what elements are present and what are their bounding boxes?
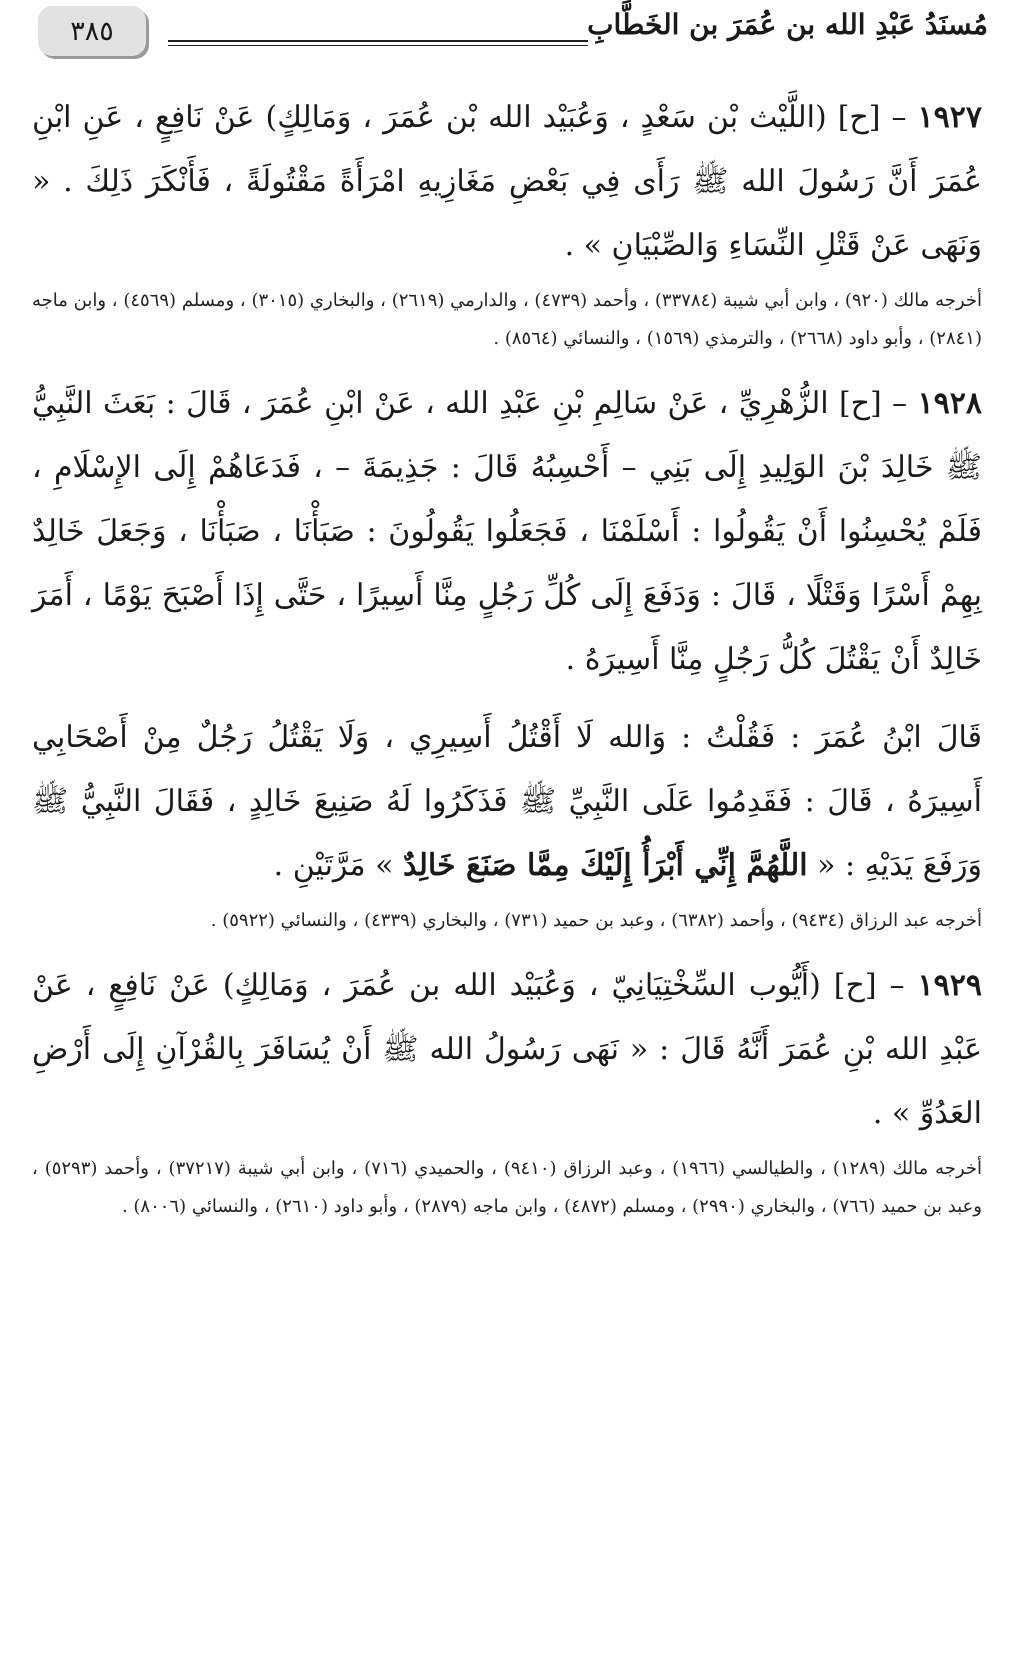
takhrij-footnote: أخرجه مالك (٩٢٠) ، وابن أبي شيبة (٣٣٧٨٤) ، وأحمد (٤٧٣٩) ، والدارمي (٢٦١٩) ، والبخاري (٣٠١٥) ، ومسلم (٤٥٦٩) ، وابن ماجه (٢٨٤١) ، وأبو داود (٢٦٦٨) ، والترمذي (١٥٦٩) ، والنسائي (٨٥٦٤) . <box>32 290 982 349</box>
hadith-entry-1927 <box>32 86 982 358</box>
prophetic-quote: اللَّهُمَّ إِنِّي أَبْرَأُ إِلَيْكَ مِمَّا صَنَعَ خَالِدٌ <box>403 848 808 883</box>
hadith-body: – [ح] (اللَّيْث بْن سَعْدٍ ، وَعُبَيْد الله بْن عُمَرَ ، وَمَالِكٍ) عَنْ نَافِعٍ ، عَنِ ابْنِ عُمَرَ أَنَّ رَسُولَ الله ﷺ رَأَى فِي بَعْضِ مَغَازِيهِ امْرَأَةً مَقْتُولَةً ، فَأَنْكَرَ ذَلِكَ . « وَنَهَى عَنْ قَتْلِ النِّسَاءِ وَالصِّبْيَانِ » . <box>32 100 982 263</box>
hadith-number: ١٩٢٩ <box>917 968 982 1003</box>
hadith-number: ١٩٢٨ <box>917 386 982 421</box>
hadith-body-part: قَالَ ابْنُ عُمَرَ : فَقُلْتُ : وَالله لَا أَقْتُلُ أَسِيرِي ، وَلَا يَقْتُلُ رَجُلٌ مِنْ أَصْحَابِي أَسِيرَهُ ، قَالَ : فَقَدِمُوا عَلَى النَّبِيِّ ﷺ فَذَكَرُوا لَهُ صَنِيعَ خَالِدٍ ، فَقَالَ النَّبِيُّ ﷺ وَرَفَعَ يَدَيْهِ : « <box>32 720 982 883</box>
hadith-body: – [ح] (أَيُّوب السِّخْتِيَانِيّ ، وَعُبَيْد الله بن عُمَرَ ، وَمَالِكٍ) عَنْ نَافِعٍ ، عَنْ عَبْدِ الله بْنِ عُمَرَ أَنَّهُ قَالَ : « نَهَى رَسُولُ الله ﷺ أَنْ يُسَافَرَ بِالقُرْآنِ إِلَى أَرْضِ العَدُوِّ » . <box>32 968 982 1131</box>
hadith-text-continued <box>32 706 982 898</box>
running-title: مُسنَدُ عَبْدِ الله بن عُمَرَ بن الخَطَّابِ <box>587 8 988 41</box>
hadith-body-part: » مَرَّتَيْنِ . <box>273 848 394 883</box>
hadith-body: – [ح] الزُّهْرِيِّ ، عَنْ سَالِمِ بْنِ عَبْدِ الله ، عَنْ ابْنِ عُمَرَ ، قَالَ : بَعَثَ النَّبِيُّ ﷺ خَالِدَ بْنَ الوَلِيدِ إِلَى بَنِي – أَحْسِبُهُ قَالَ : جَذِيمَةَ – ، فَدَعَاهُمْ إِلَى الإِسْلَامِ ، فَلَمْ يُحْسِنُوا أَنْ يَقُولُوا : أَسْلَمْنَا ، فَجَعَلُوا يَقُولُونَ : صَبَأْنَا ، صَبَأْنَا ، وَجَعَلَ خَالِدٌ بِهِمْ أَسْرًا وَقَتْلًا ، قَالَ : وَدَفَعَ إِلَى كُلِّ رَجُلٍ مِنَّا أَسِيرًا ، حَتَّى إِذَا أَصْبَحَ يَوْمًا ، أَمَرَ خَالِدٌ أَنْ يَقْتُلَ كُلُّ رَجُلٍ مِنَّا أَسِيرَهُ . <box>32 386 982 677</box>
takhrij-footnote: أخرجه مالك (١٢٨٩) ، والطيالسي (١٩٦٦) ، وعبد الرزاق (٩٤١٠) ، والحميدي (٧١٦) ، وابن أبي شيبة (٣٧٢١٧) ، وأحمد (٥٢٩٣) ، وعبد بن حميد (٧٦٦) ، والبخاري (٢٩٩٠) ، ومسلم (٤٨٧٢) ، وابن ماجه (٢٨٧٩) ، وأبو داود (٢٦١٠) ، والنسائي (٨٠٠٦) . <box>32 1158 982 1217</box>
page-header <box>0 0 1010 70</box>
hadith-text <box>32 372 982 692</box>
hadith-entry-1929 <box>32 954 982 1226</box>
takhrij-footnote: أخرجه عبد الرزاق (٩٤٣٤) ، وأحمد (٦٣٨٢) ، وعبد بن حميد (٧٣١) ، والبخاري (٤٣٣٩) ، والنسائي (٥٩٢٢) . <box>210 910 982 931</box>
hadith-number: ١٩٢٧ <box>917 100 982 135</box>
hadith-text <box>32 954 982 1146</box>
hadith-text <box>32 86 982 278</box>
hadith-entry-1928 <box>32 372 982 940</box>
page-number: ٣٨٥ <box>38 6 146 56</box>
header-rule <box>168 40 588 46</box>
page-body <box>32 86 982 1240</box>
